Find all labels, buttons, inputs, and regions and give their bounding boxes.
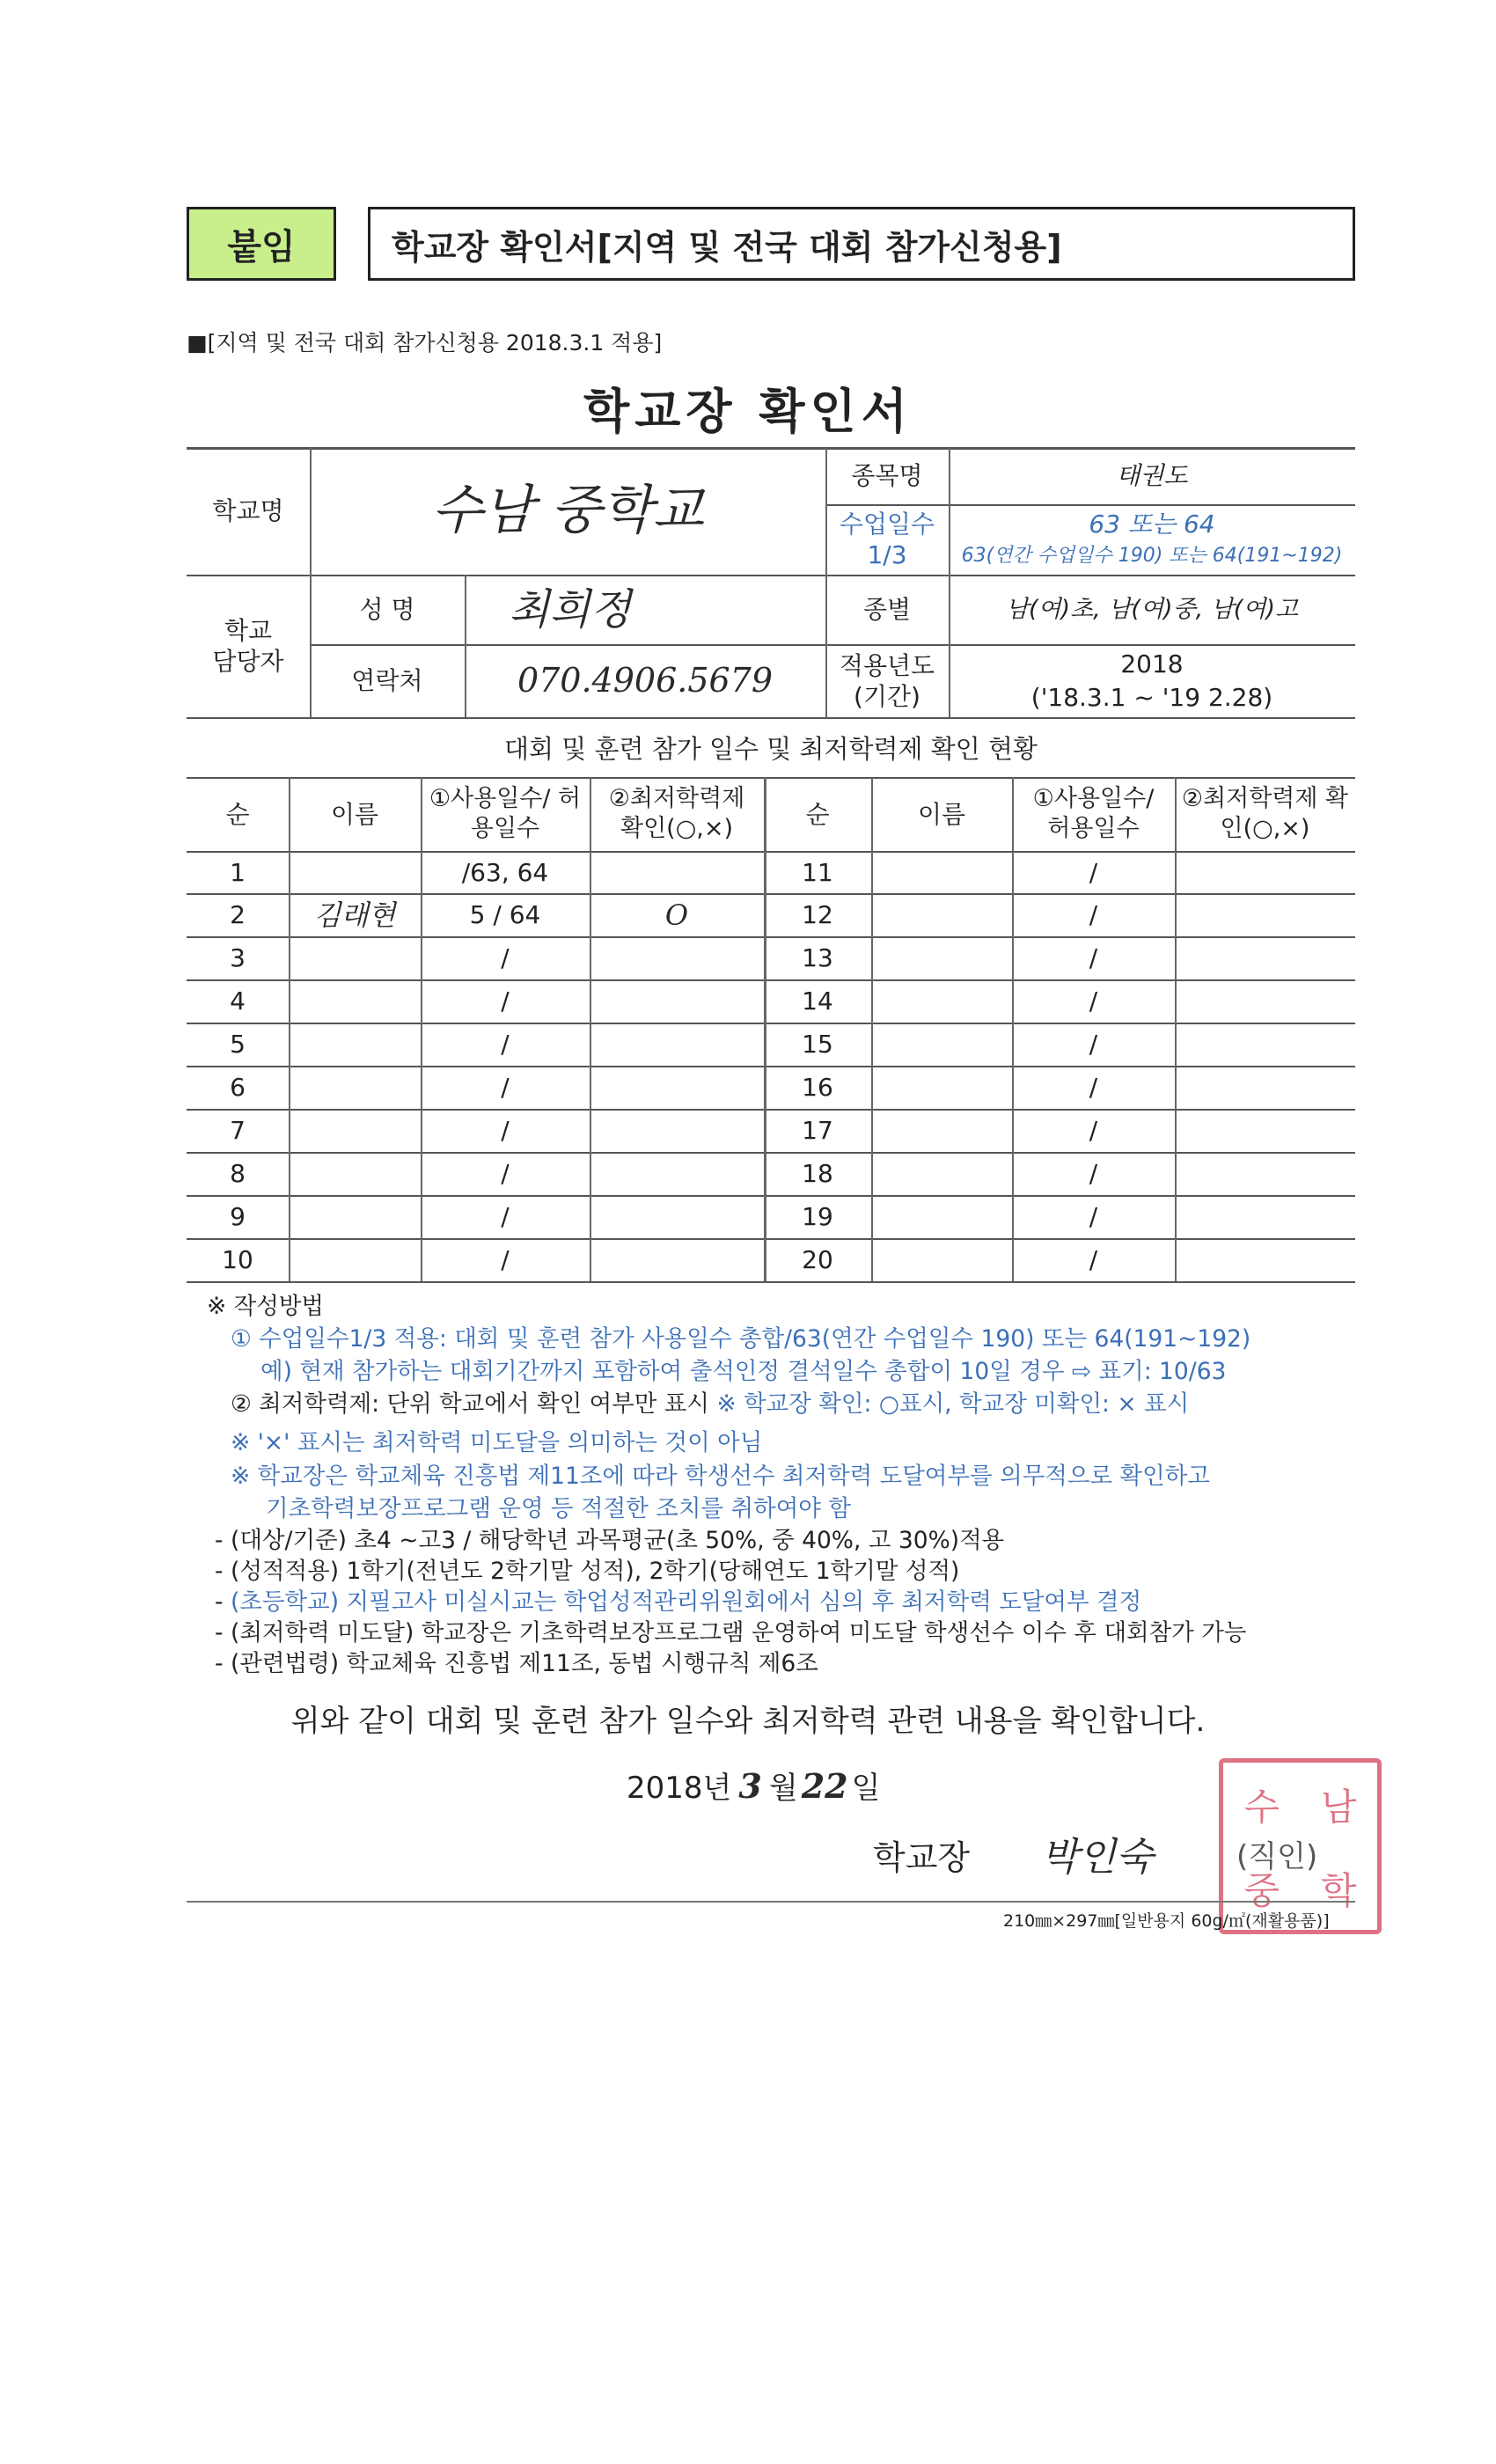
row-days: / xyxy=(1089,857,1098,887)
row-days: / xyxy=(1089,986,1098,1016)
row-check xyxy=(1175,893,1355,936)
row-check xyxy=(590,1152,764,1195)
row-check xyxy=(1175,1109,1355,1152)
row-number: 5 xyxy=(230,1030,246,1059)
instruction-line-8: - (성적적용) 1학기(전년도 2학기말 성적), 2학기(당해연도 1학기말 성적) xyxy=(215,1558,960,1585)
row-number: 18 xyxy=(802,1159,833,1188)
header-name-right: 이름 xyxy=(917,799,966,829)
row-check xyxy=(590,1238,764,1281)
row-name xyxy=(871,1152,1012,1195)
row-name xyxy=(871,1023,1012,1066)
row-days: / xyxy=(1089,943,1098,972)
row-number: 4 xyxy=(230,986,246,1016)
school-days-label: 수업일수 1/3 xyxy=(839,510,935,569)
header-no-right: 순 xyxy=(805,799,830,829)
year-label: 적용년도 (기간) xyxy=(839,650,935,711)
row-days: / xyxy=(1089,1116,1098,1145)
row-days: / xyxy=(501,943,510,972)
row-days: / xyxy=(501,986,510,1016)
row-check xyxy=(590,1195,764,1238)
row-check xyxy=(590,979,764,1023)
row-number: 7 xyxy=(230,1116,246,1145)
seal-label: (직인) xyxy=(1236,1839,1318,1874)
row-check xyxy=(590,851,764,893)
phone-label: 연락처 xyxy=(351,666,423,695)
header-no-left: 순 xyxy=(225,799,250,829)
school-name-label: 학교명 xyxy=(212,496,284,525)
row-check xyxy=(1175,1152,1355,1195)
row-number: 9 xyxy=(230,1202,246,1231)
row-number: 6 xyxy=(230,1073,246,1102)
row-days: / xyxy=(1089,1245,1098,1274)
status-title: 대회 및 훈련 참가 일수 및 최저학력제 확인 현황 xyxy=(503,733,1038,764)
row-check xyxy=(590,1109,764,1152)
row-name xyxy=(871,1238,1012,1281)
instruction-line-7: - (대상/기준) 초4 ~고3 / 해당학년 과목평균(초 50%, 중 40%, 고 30%)적용 xyxy=(215,1527,1005,1554)
row-name xyxy=(871,1066,1012,1109)
row-number: 12 xyxy=(802,900,833,929)
header-title: 학교장 확인서[지역 및 전국 대회 참가신청용] xyxy=(368,207,1355,281)
row-days: / xyxy=(501,1159,510,1188)
row-number: 3 xyxy=(230,943,246,972)
row-days: / xyxy=(501,1073,510,1102)
type-label: 종별 xyxy=(862,595,912,624)
row-check xyxy=(1175,1195,1355,1238)
contact-person-label: 학교 담당자 xyxy=(212,616,284,676)
row-name xyxy=(871,936,1012,979)
row-days: / xyxy=(1089,1202,1098,1231)
header-name-left: 이름 xyxy=(330,799,379,829)
school-days-sub: 63(연간 수업일수 190) 또는 64(191~192) xyxy=(961,545,1343,568)
confirmation-date: 2018년 3 월 22 일 xyxy=(627,1766,881,1806)
row-number: 8 xyxy=(230,1159,246,1188)
row-name xyxy=(871,851,1012,893)
row-number: 20 xyxy=(802,1245,833,1274)
row-check xyxy=(590,936,764,979)
row-name xyxy=(871,1109,1012,1152)
row-number: 2 xyxy=(230,900,246,929)
row-number: 11 xyxy=(802,857,833,887)
row-name xyxy=(289,1195,421,1238)
row-check xyxy=(1175,1023,1355,1066)
row-number: 10 xyxy=(222,1245,253,1274)
row-name xyxy=(289,1066,421,1109)
row-name xyxy=(289,979,421,1023)
row-check xyxy=(1175,1066,1355,1109)
row-number: 16 xyxy=(802,1073,833,1102)
event-label: 종목명 xyxy=(851,461,923,490)
row-name xyxy=(289,1238,421,1281)
date-day: 22 xyxy=(801,1766,848,1806)
row-check: O xyxy=(664,898,689,932)
instruction-line-9: - (초등학교) 지필고사 미실시교는 학업성적관리위원회에서 심의 후 최저학력 도달여부 결정 xyxy=(215,1588,1142,1616)
row-name xyxy=(289,851,421,893)
instruction-line-11: - (관련법령) 학교체육 진흥법 제11조, 동법 시행규칙 제6조 xyxy=(215,1650,818,1677)
type-value: 남(여)초, 남(여)중, 남(여)고 xyxy=(1005,595,1299,623)
row-number: 15 xyxy=(802,1030,833,1059)
instruction-line-10: - (최저학력 미도달) 학교장은 기초학력보장프로그램 운영하여 미도달 학생선수 이수 후 대회참가 가능 xyxy=(215,1619,1247,1646)
row-days: 5 / 64 xyxy=(469,900,541,929)
header-days-left: ①사용일수/ 허용일수 xyxy=(429,785,582,842)
row-check xyxy=(1175,979,1355,1023)
row-check xyxy=(1175,1238,1355,1281)
row-number: 1 xyxy=(230,857,246,887)
instruction-line-3: ② 최저학력제: 단위 학교에서 확인 여부만 표시 ※ 학교장 확인: ○표시, 학교장 미확인: × 표시 xyxy=(231,1390,1190,1418)
row-check xyxy=(1175,851,1355,893)
phone-value: 070.4906.5679 xyxy=(517,660,774,700)
row-days: /63, 64 xyxy=(461,857,549,887)
instruction-line-2: 예) 현재 참가하는 대회기간까지 포함하여 출석인정 결석일수 총합이 10일 경우 ⇨ 표기: 10/63 xyxy=(260,1358,1227,1385)
row-days: / xyxy=(501,1245,510,1274)
row-name xyxy=(871,979,1012,1023)
row-days: / xyxy=(501,1116,510,1145)
name-value: 최희정 xyxy=(509,584,632,634)
row-days: / xyxy=(501,1202,510,1231)
instruction-line-5: ※ 학교장은 학교체육 진흥법 제11조에 따라 학생선수 최저학력 도달여부를 의무적으로 확인하고 xyxy=(231,1463,1210,1490)
row-name xyxy=(289,1109,421,1152)
row-number: 19 xyxy=(802,1202,833,1231)
row-check xyxy=(590,1066,764,1109)
row-number: 13 xyxy=(802,943,833,972)
date-month: 3 xyxy=(738,1766,762,1806)
row-days: / xyxy=(1089,900,1098,929)
school-days-value: 63 또는 64 xyxy=(1089,509,1215,539)
row-name xyxy=(289,936,421,979)
header-days-right: ①사용일수/ 허용일수 xyxy=(1032,785,1155,842)
header-check-right: ②최저학력제 확인(○,×) xyxy=(1181,785,1349,842)
attachment-tag: 붙임 xyxy=(187,207,336,281)
row-name xyxy=(289,1152,421,1195)
row-number: 17 xyxy=(802,1116,833,1145)
school-seal-stamp: 수 남 중 학 xyxy=(1219,1758,1382,1934)
school-name-value: 수남 중학교 xyxy=(431,480,704,541)
instruction-line-1: ① 수업일수1/3 적용: 대회 및 훈련 참가 사용일수 총합/63(연간 수업일수 190) 또는 64(191~192) xyxy=(231,1325,1251,1353)
document-title: 학교장 확인서 xyxy=(583,384,913,439)
principal-label: 학교장 xyxy=(873,1838,971,1877)
row-number: 14 xyxy=(802,986,833,1016)
event-value: 태권도 xyxy=(1116,461,1188,490)
row-days: / xyxy=(501,1030,510,1059)
instruction-line-6: 기초학력보장프로그램 운영 등 적절한 조치를 취하여야 함 xyxy=(266,1495,851,1522)
top-note: ■[지역 및 전국 대회 참가신청용 2018.3.1 적용] xyxy=(187,330,663,356)
row-check xyxy=(590,1023,764,1066)
principal-signature: 박인숙 xyxy=(1041,1835,1154,1880)
row-days: / xyxy=(1089,1073,1098,1102)
row-name: 김래현 xyxy=(313,898,396,932)
row-days: / xyxy=(1089,1030,1098,1059)
row-name xyxy=(289,1023,421,1066)
row-check xyxy=(1175,936,1355,979)
confirmation-text: 위와 같이 대회 및 훈련 참가 일수와 최저학력 관련 내용을 확인합니다. xyxy=(290,1704,1206,1739)
header-check-left: ②최저학력제 확인(○,×) xyxy=(608,785,745,842)
instructions-heading: ※ 작성방법 xyxy=(207,1293,325,1320)
year-period: ('18.3.1 ~ '19 2.28) xyxy=(1030,682,1273,712)
instruction-line-4: ※ '×' 표시는 최저학력 미도달을 의미하는 것이 아님 xyxy=(231,1429,763,1456)
name-label: 성 명 xyxy=(359,595,415,624)
row-name xyxy=(871,1195,1012,1238)
row-days: / xyxy=(1089,1159,1098,1188)
paper-spec-footer: 210㎜×297㎜[일반용지 60g/㎡(재활용품)] xyxy=(1003,1911,1330,1931)
year-value: 2018 xyxy=(1120,649,1184,678)
row-name xyxy=(871,893,1012,936)
